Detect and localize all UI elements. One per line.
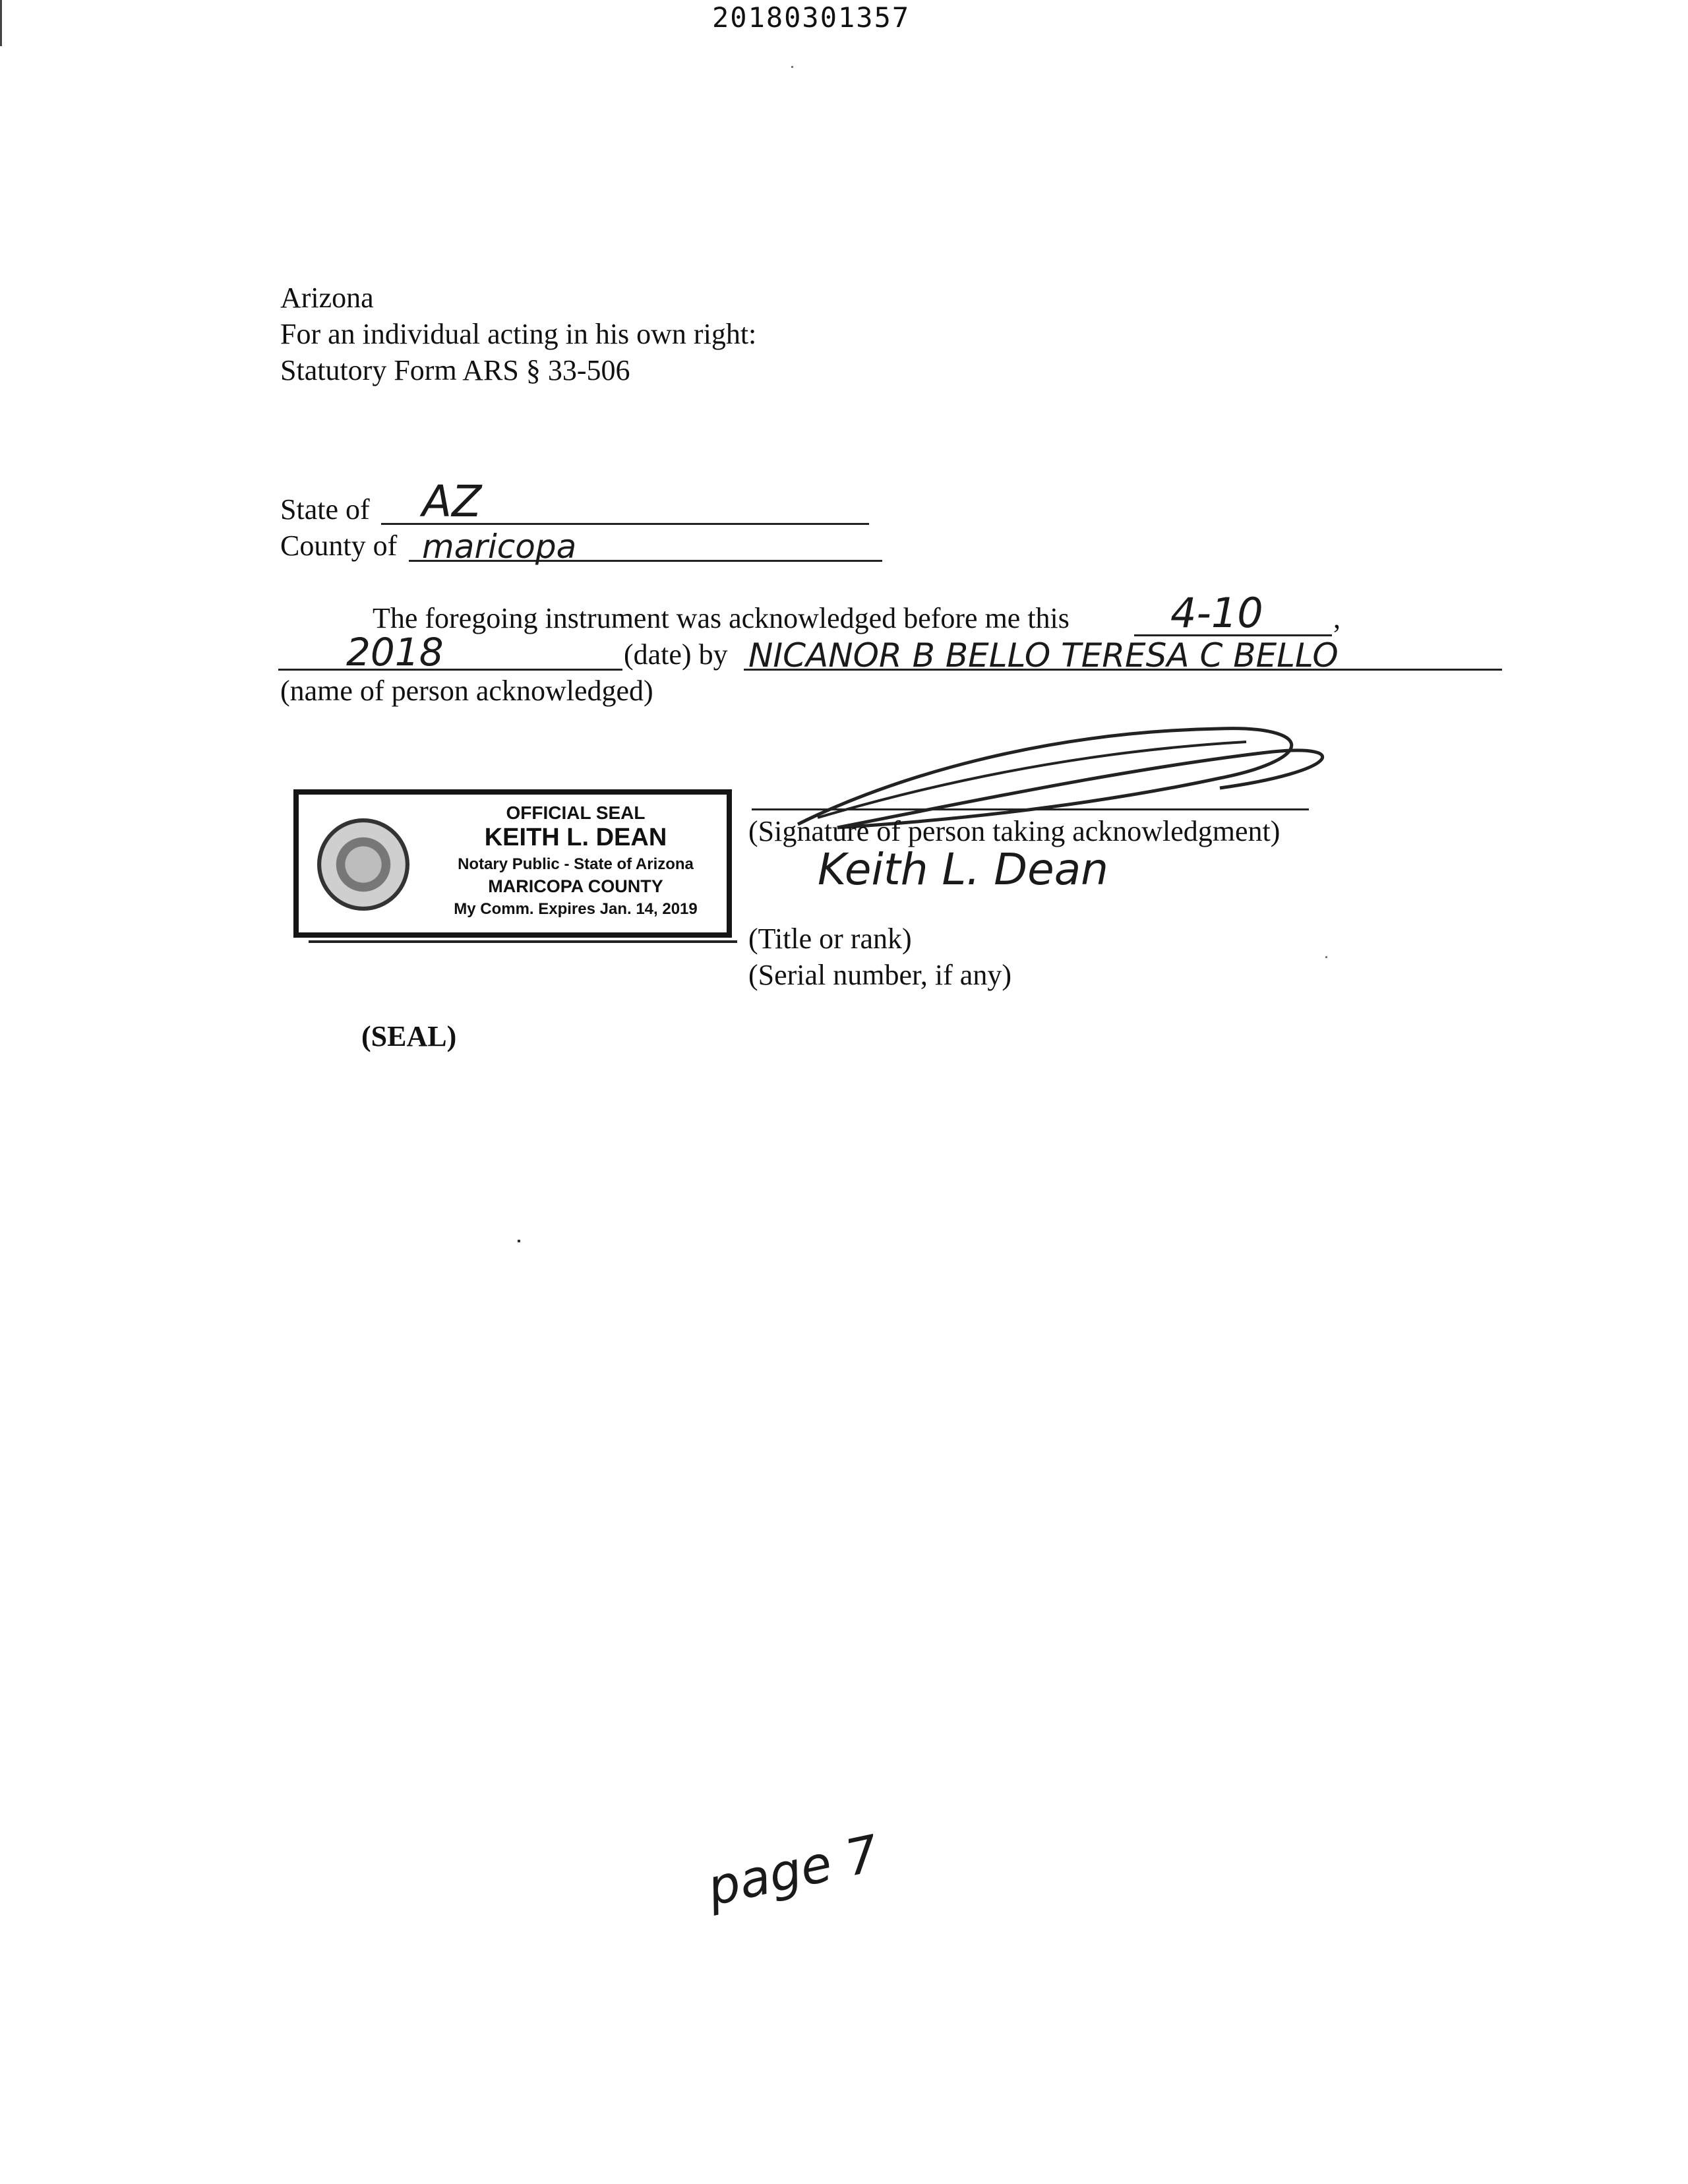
county-label: County of bbox=[280, 530, 398, 562]
seal-line-expiry: My Comm. Expires Jan. 14, 2019 bbox=[454, 900, 698, 918]
ack-name-label: (name of person acknowledged) bbox=[280, 675, 653, 707]
document-number: 20180301357 bbox=[712, 1, 911, 34]
notary-seal-stamp bbox=[293, 789, 732, 938]
ack-comma: , bbox=[1333, 602, 1341, 634]
title-label: (Title or rank) bbox=[748, 923, 912, 955]
seal-underline bbox=[309, 940, 737, 943]
serial-label: (Serial number, if any) bbox=[748, 959, 1011, 991]
ack-date-value: 4-10 bbox=[1170, 589, 1263, 637]
state-value: AZ bbox=[422, 476, 482, 527]
seal-label: (SEAL) bbox=[361, 1020, 457, 1052]
notary-seal-emblem-icon bbox=[317, 818, 409, 911]
scan-speck bbox=[791, 66, 793, 68]
page-note: page 7 bbox=[702, 1823, 884, 1918]
ack-year-line bbox=[278, 669, 622, 671]
seal-line-county: MARICOPA COUNTY bbox=[488, 876, 663, 896]
signature-label: (Signature of person taking acknowledgment) bbox=[748, 815, 1281, 847]
state-label: State of bbox=[280, 493, 370, 526]
county-value: maricopa bbox=[422, 528, 577, 566]
signature-line bbox=[752, 808, 1309, 810]
ack-names-value: NICANOR B BELLO TERESA C BELLO bbox=[748, 636, 1339, 675]
ack-lead-text: The foregoing instrument was acknowledged before me this bbox=[373, 602, 1070, 634]
notary-printed-name: Keith L. Dean bbox=[818, 844, 1108, 895]
seal-line-name: KEITH L. DEAN bbox=[484, 824, 667, 851]
form-state: Arizona bbox=[280, 282, 374, 314]
scan-speck bbox=[518, 1240, 520, 1242]
ack-date-label: (date) by bbox=[624, 638, 728, 671]
ack-year-value: 2018 bbox=[346, 630, 444, 675]
form-description: For an individual acting in his own right: bbox=[280, 318, 757, 350]
form-statute: Statutory Form ARS § 33-506 bbox=[280, 354, 630, 386]
seal-line-official: OFFICIAL SEAL bbox=[506, 803, 646, 823]
seal-line-notary: Notary Public - State of Arizona bbox=[458, 855, 694, 873]
scan-edge-mark bbox=[0, 0, 2, 46]
scan-speck bbox=[1325, 956, 1327, 958]
